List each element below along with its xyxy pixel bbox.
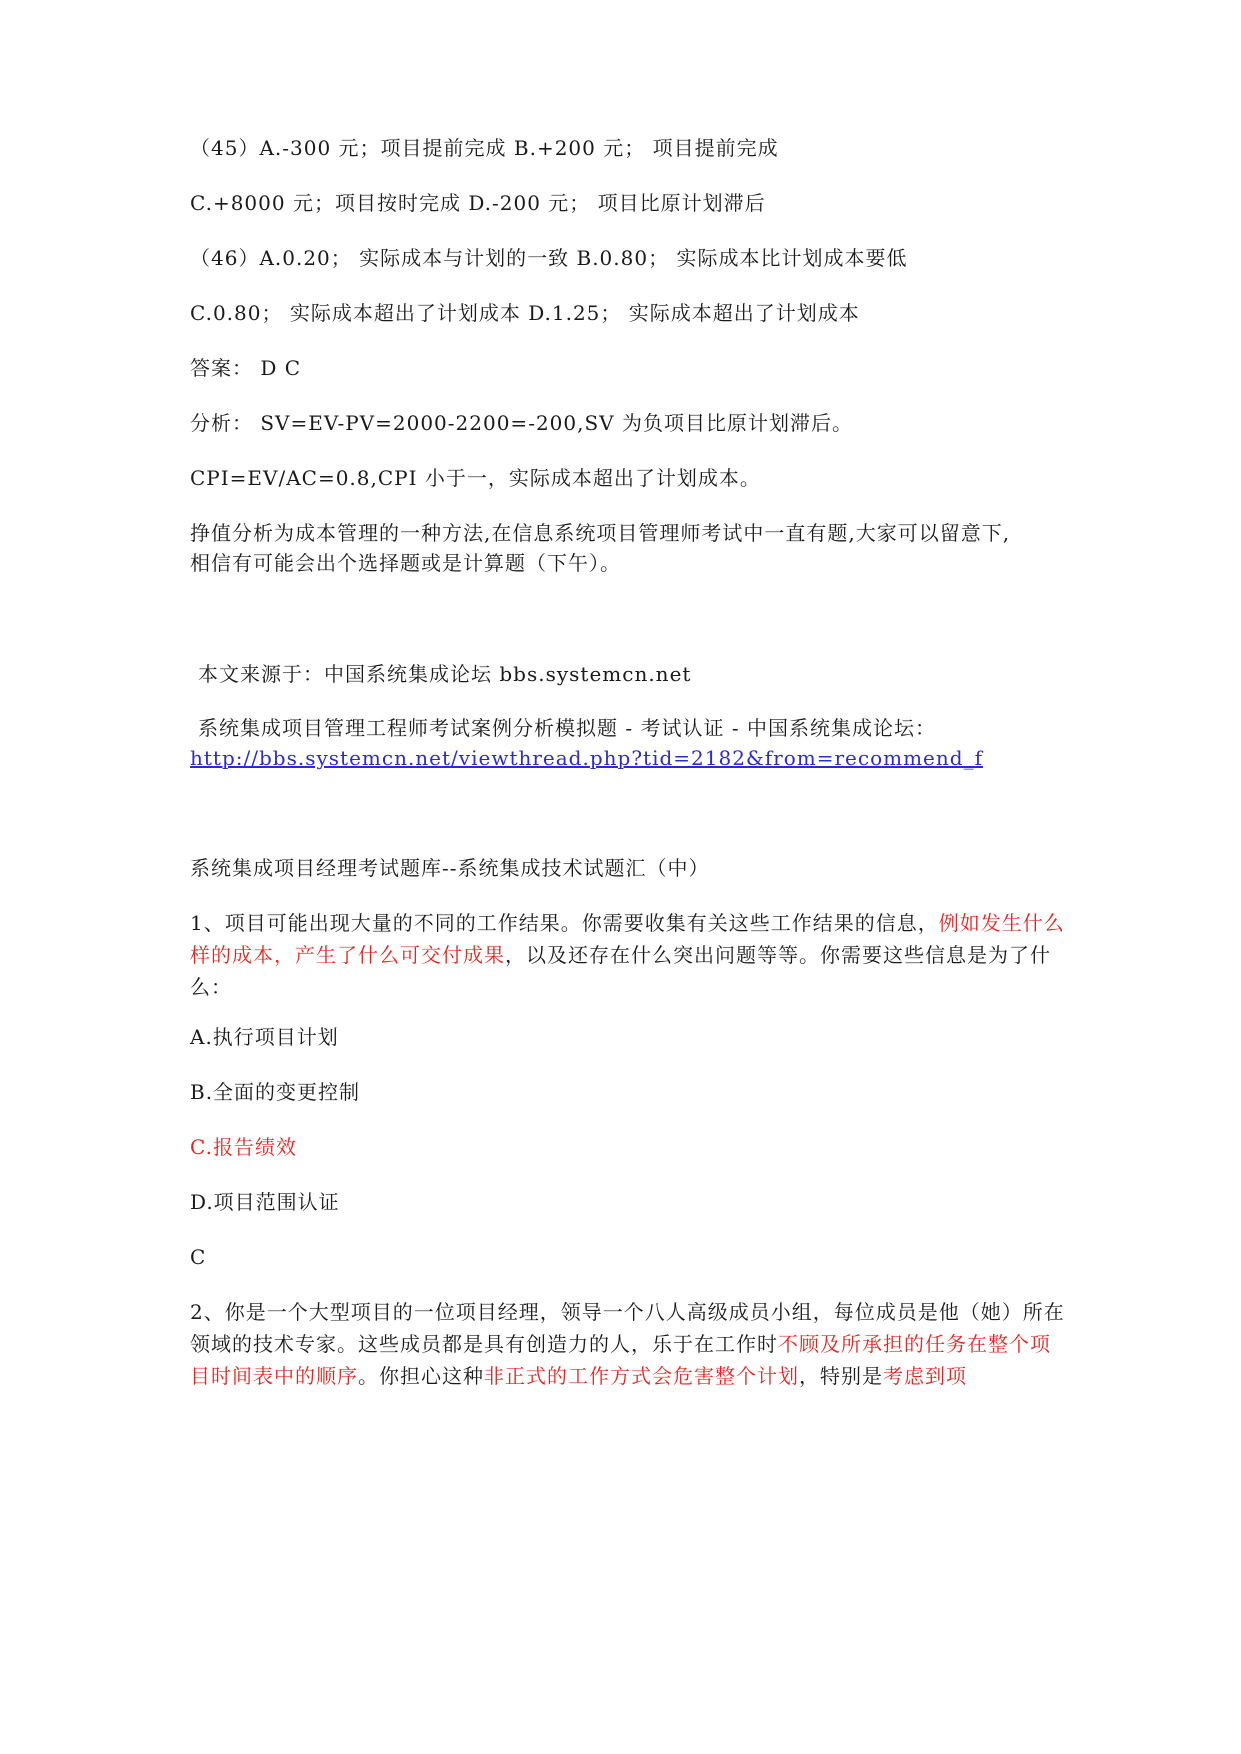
question-1-part-3: ，以及还存在什么突出问题等等。你需要这些信息是为了什么： [190, 943, 1051, 999]
question-2-part-5: ，特别是 [799, 1364, 883, 1388]
question-2-highlight-1: 不顾及所承担的任务在整个项目时间表中的顺序 [190, 1332, 1051, 1388]
analysis-line-1: 分析： SV=EV-PV=2000-2200=-200,SV 为负项目比原计划滞后。 [190, 411, 853, 435]
question-2-text [190, 1296, 1070, 1392]
question-1-option-b: B.全面的变更控制 [190, 1080, 361, 1104]
question-1-option-c: C.报告绩效 [190, 1135, 297, 1159]
question-2-highlight-3: 考虑到项 [883, 1364, 967, 1388]
question-1-option-d: D.项目范围认证 [190, 1190, 340, 1214]
earned-value-note-line-2: 相信有可能会出个选择题或是计算题（下午）。 [190, 551, 621, 575]
q45-options-line-2: C.+8000 元；项目按时完成 D.-200 元； 项目比原计划滞后 [190, 191, 766, 215]
earned-value-note-line-1: 挣值分析为成本管理的一种方法,在信息系统项目管理师考试中一直有题,大家可以留意下, [190, 521, 1011, 545]
source-url-link[interactable]: http://bbs.systemcn.net/viewthread.php?tid=2182&from=recommend_f [190, 746, 983, 770]
source-title-line: 系统集成项目管理工程师考试案例分析模拟题 - 考试认证 - 中国系统集成论坛： [198, 716, 936, 740]
source-line: 本文来源于：中国系统集成论坛 bbs.systemcn.net [198, 662, 692, 686]
question-2-highlight-2: 非正式的工作方式会危害整个计划 [484, 1364, 799, 1388]
question-1-answer: C [190, 1245, 207, 1269]
question-1-part-1: 1、项目可能出现大量的不同的工作结果。你需要收集有关这些工作结果的信息， [190, 911, 939, 935]
question-1-text [190, 907, 1070, 1003]
question-2-part-1: 2、你是一个大型项目的一位项目经理，领导一个八人高级成员小组，每位成员是他（她）所在领域的技术专家。这些成员都是具有创造力的人，乐于在工作时 [190, 1300, 1065, 1356]
q46-options-line-2: C.0.80； 实际成本超出了计划成本 D.1.25； 实际成本超出了计划成本 [190, 301, 860, 325]
question-1-option-a: A.执行项目计划 [190, 1025, 339, 1049]
analysis-line-2: CPI=EV/AC=0.8,CPI 小于一，实际成本超出了计划成本。 [190, 466, 761, 490]
answer-line: 答案： D C [190, 356, 302, 380]
question-1-highlight: 例如发生什么样的成本，产生了什么可交付成果 [190, 911, 1065, 967]
section-title: 系统集成项目经理考试题库--系统集成技术试题汇（中） [190, 856, 710, 880]
q46-options-line-1: （46）A.0.20； 实际成本与计划的一致 B.0.80； 实际成本比计划成本要低 [190, 246, 908, 270]
question-2-part-3: 。你担心这种 [358, 1364, 484, 1388]
q45-options-line-1: （45）A.-300 元；项目提前完成 B.+200 元； 项目提前完成 [190, 136, 779, 160]
